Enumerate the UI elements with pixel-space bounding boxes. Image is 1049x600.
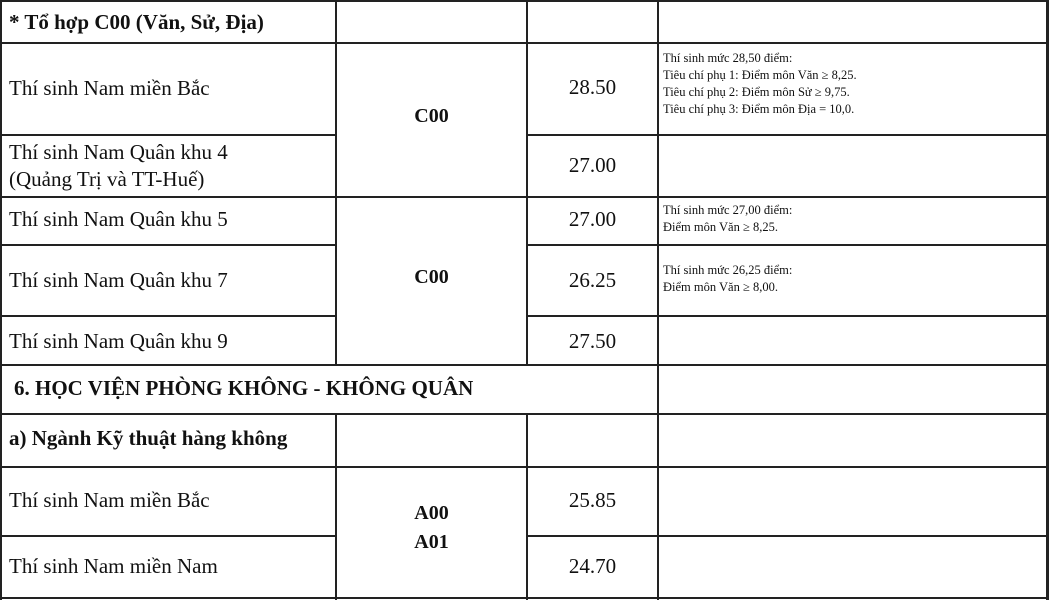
row-label: Thí sinh Nam Quân khu 9	[9, 329, 228, 353]
row-divider	[0, 196, 1049, 198]
row-divider	[0, 364, 1049, 366]
row-divider	[0, 315, 336, 317]
score-value: 27.00	[568, 207, 617, 231]
row-label: Thí sinh Nam Quân khu 5	[9, 207, 228, 231]
column-divider	[335, 44, 337, 366]
tiebreak-note	[663, 262, 1043, 296]
score-value: 27.50	[568, 329, 617, 353]
row-divider	[527, 134, 1049, 136]
score-value: 27.00	[568, 153, 617, 177]
note-line: Thí sinh mức 27,00 điểm:	[663, 203, 793, 217]
row-divider	[0, 134, 336, 136]
score-value: 25.85	[568, 488, 617, 512]
row-divider	[0, 42, 1049, 44]
row-divider	[0, 244, 336, 246]
row-label: Thí sinh Nam Quân khu 4	[9, 140, 228, 164]
row-divider	[0, 535, 336, 537]
section-header-major: a) Ngành Kỹ thuật hàng không	[9, 426, 288, 450]
row-divider	[0, 466, 1049, 468]
row-divider	[0, 413, 1049, 415]
column-divider	[657, 0, 659, 600]
subject-block-code: C00	[414, 105, 449, 127]
subject-block-code: A01	[414, 531, 449, 553]
tiebreak-note	[663, 202, 1043, 236]
score-value: 24.70	[568, 554, 617, 578]
note-line: Tiêu chí phụ 1: Điểm môn Văn ≥ 8,25.	[663, 68, 857, 82]
column-divider	[335, 0, 337, 44]
score-value: 28.50	[568, 75, 617, 99]
row-divider	[0, 0, 1049, 2]
column-divider	[0, 0, 2, 600]
row-label: (Quảng Trị và TT-Huế)	[9, 167, 205, 191]
subject-block-code: C00	[414, 266, 449, 288]
note-line: Thí sinh mức 28,50 điểm:	[663, 51, 793, 65]
row-label: Thí sinh Nam miền Bắc	[9, 488, 210, 512]
row-label: Thí sinh Nam miền Bắc	[9, 76, 210, 100]
note-line: Thí sinh mức 26,25 điểm:	[663, 263, 793, 277]
note-line: Điểm môn Văn ≥ 8,00.	[663, 280, 778, 294]
row-divider	[0, 597, 1049, 599]
note-line: Tiêu chí phụ 3: Điểm môn Địa = 10,0.	[663, 102, 855, 116]
score-value: 26.25	[568, 268, 617, 292]
row-divider	[527, 535, 1049, 537]
note-line: Tiêu chí phụ 2: Điểm môn Sử ≥ 9,75.	[663, 85, 850, 99]
tiebreak-note	[663, 50, 1043, 118]
note-line: Điểm môn Văn ≥ 8,25.	[663, 220, 778, 234]
row-divider	[527, 315, 1049, 317]
section-header-c00: * Tổ hợp C00 (Văn, Sử, Địa)	[9, 10, 264, 34]
row-divider	[527, 244, 1049, 246]
column-divider	[526, 0, 528, 44]
subject-block-code: A00	[414, 502, 449, 524]
row-label: Thí sinh Nam Quân khu 7	[9, 268, 228, 292]
section-header-academy: 6. HỌC VIỆN PHÒNG KHÔNG - KHÔNG QUÂN	[14, 376, 474, 400]
row-label: Thí sinh Nam miền Nam	[9, 554, 218, 578]
